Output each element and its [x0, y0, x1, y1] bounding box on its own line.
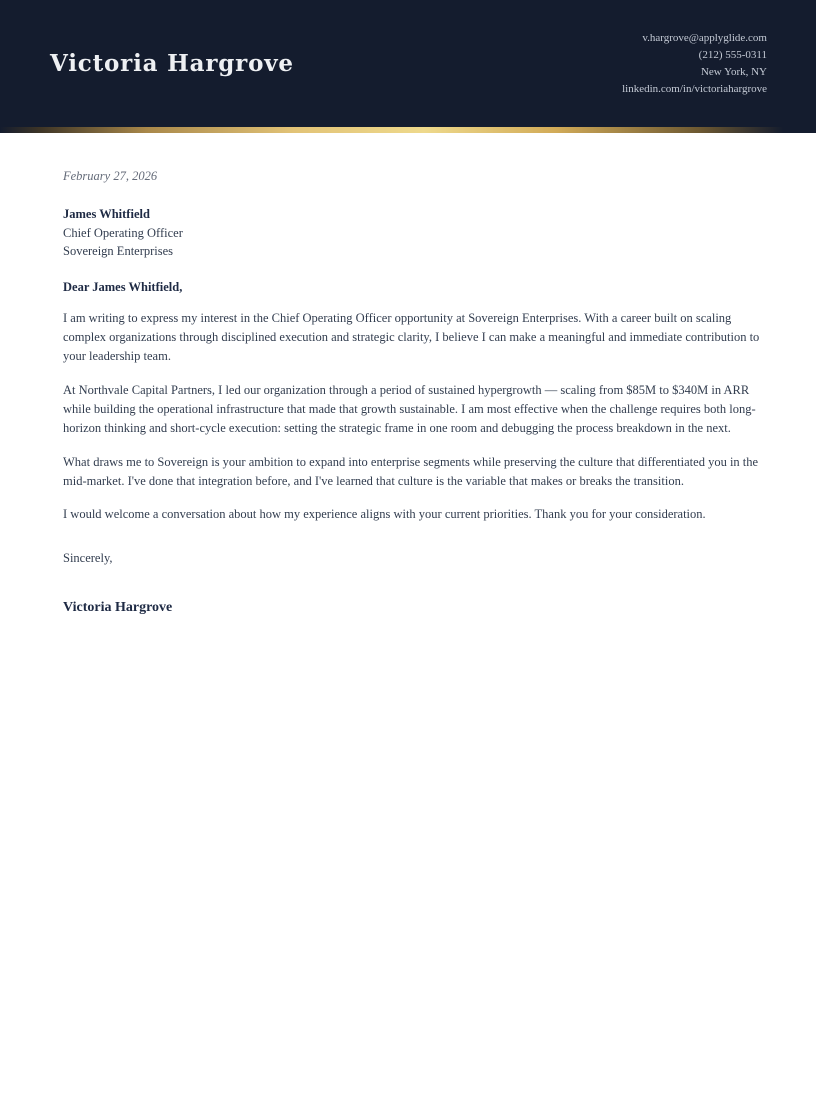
signature-name: Victoria Hargrove — [63, 599, 173, 615]
recipient-company: Sovereign Enterprises — [63, 244, 174, 259]
paragraph-intro: I am writing to express my interest in the Chief Operating Officer opportunity at Sovereign Enterprises. With a career built on scaling complex organizations through disciplined execution and strategic clarity, I believe I can make a meaningful and immediate contribution to your leadership team. — [63, 310, 760, 364]
paragraph-motivation: What draws me to Sovereign is your ambition to expand into enterprise segments while preserving the culture that differentiated you in the mid-market. I've done that integration before, and I've learned that culture is the variable that makes or breaks the transition. — [63, 454, 759, 488]
contact-info-block — [622, 30, 767, 98]
closing: Sincerely, — [63, 551, 113, 566]
recipient-block — [63, 205, 766, 260]
contact-linkedin: linkedin.com/in/victoriahargrove — [622, 82, 767, 95]
salutation: Dear James Whitfield, — [63, 279, 183, 294]
paragraph-experience: At Northvale Capital Partners, I led our organization through a period of sustained hypergrowth — scaling from $85M to $340M in ARR while building the operational infrastructure that made that growth sustainable. I am most effective when the challenge requires both long-horizon thinking and short-cycle execution: setting the strategic frame in one room and debugging the process breakdown in the next. — [63, 382, 756, 436]
contact-location: New York, NY — [700, 65, 767, 78]
paragraph-call-to-action: I would welcome a conversation about how my experience aligns with your current priorities. Thank you for your consideration. — [63, 507, 706, 522]
letter-date: February 27, 2026 — [63, 169, 158, 183]
sender-name: Victoria Hargrove — [50, 50, 294, 77]
letter-body — [0, 133, 816, 617]
recipient-name: James Whitfield — [63, 207, 150, 222]
letter-header — [0, 0, 816, 127]
contact-phone: (212) 555-0311 — [698, 48, 767, 61]
contact-email: v.hargrove@applyglide.com — [642, 31, 767, 44]
recipient-title: Chief Operating Officer — [63, 225, 183, 240]
